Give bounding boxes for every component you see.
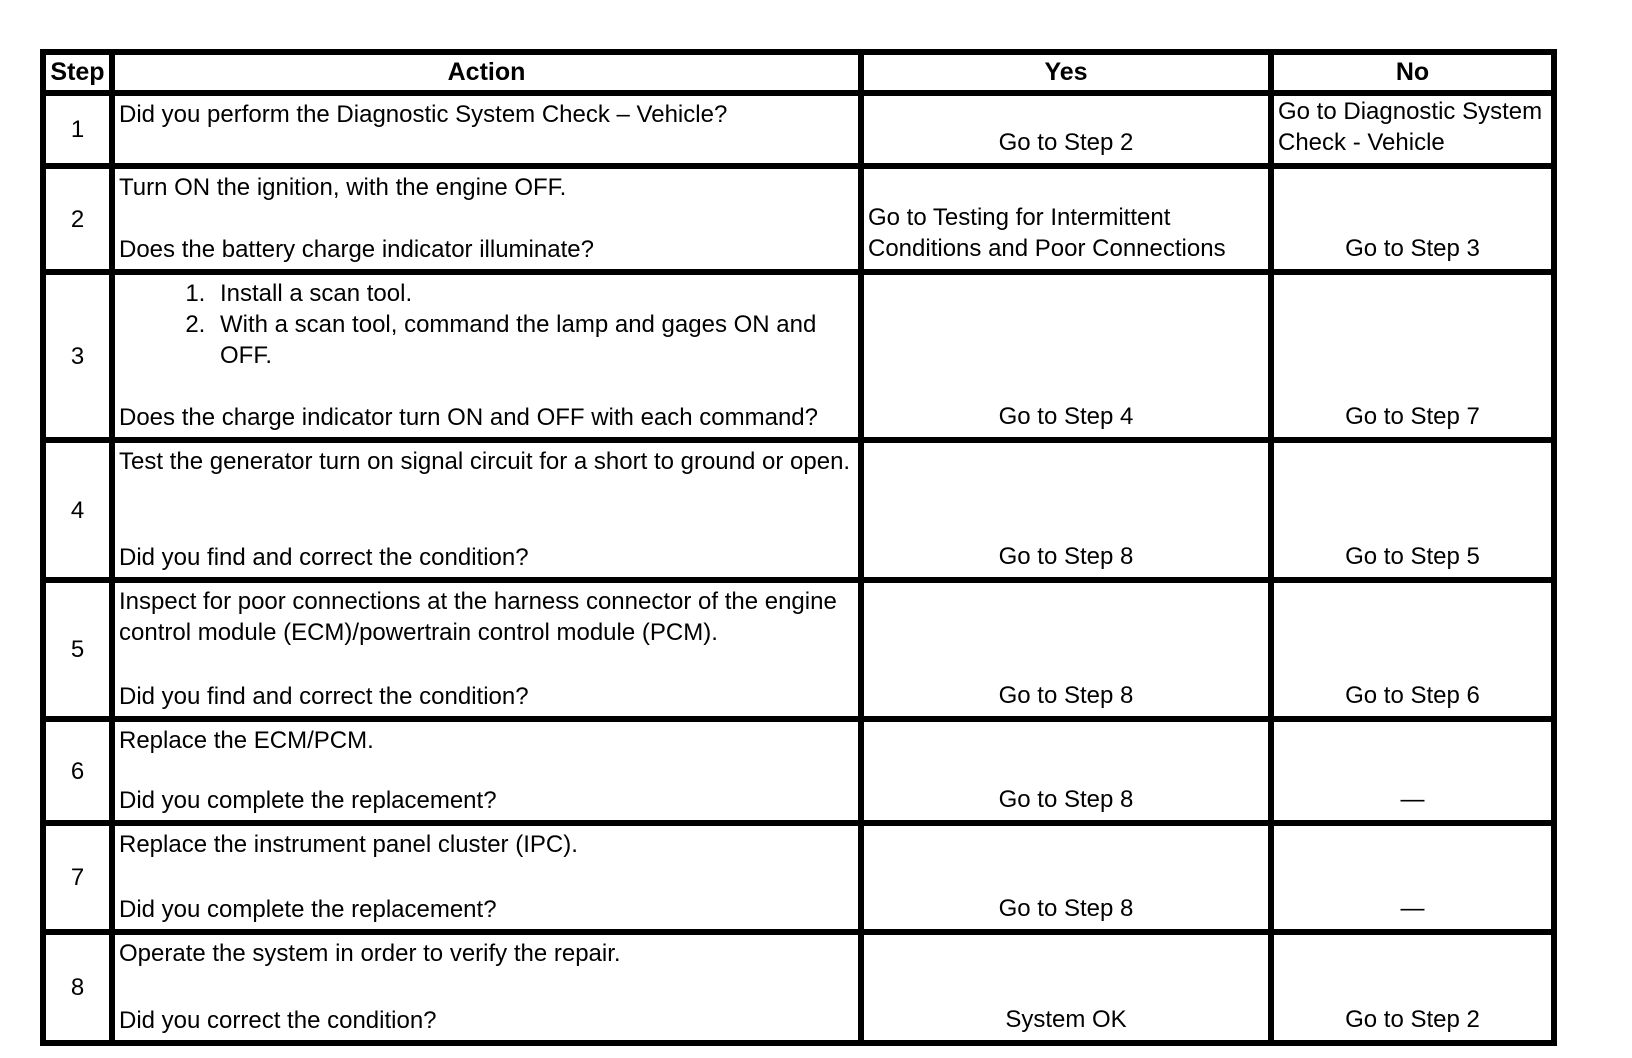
action-cell	[112, 719, 861, 823]
action-text: Replace the ECM/PCM.	[119, 727, 374, 754]
no-cell	[1271, 440, 1554, 580]
table-body	[43, 93, 1554, 1043]
yes-cell	[861, 272, 1271, 440]
action-text: Did you perform the Diagnostic System Check – Vehicle?	[119, 101, 728, 128]
action-content	[119, 446, 852, 573]
action-list-item: 1. Install a scan tool.	[212, 278, 852, 309]
yes-cell-text: Go to Step 2	[998, 129, 1134, 156]
step-cell	[43, 719, 112, 823]
step-number: 2	[70, 205, 85, 233]
action-question: Did you correct the condition?	[119, 1007, 437, 1034]
column-header-yes: Yes	[861, 52, 1271, 93]
yes-cell	[861, 166, 1271, 272]
table-row	[43, 823, 1554, 932]
action-question: Did you find and correct the condition?	[119, 544, 529, 571]
action-question: Did you complete the replacement?	[119, 896, 497, 923]
yes-cell-text: Go to Step 8	[998, 543, 1134, 570]
table-row	[43, 166, 1554, 272]
step-number: 5	[70, 636, 85, 663]
action-top	[119, 99, 852, 130]
action-text: Operate the system in order to verify the repair.	[119, 940, 621, 967]
action-content	[119, 99, 852, 155]
yes-cell-text: Go to Testing for Intermittent Conditions and Poor Connections	[868, 204, 1226, 262]
no-cell	[1271, 166, 1554, 272]
step-cell	[43, 272, 112, 440]
step-cell	[43, 166, 112, 272]
step-number: 8	[70, 974, 85, 1001]
no-cell	[1271, 272, 1554, 440]
diagnostic-table	[40, 49, 1557, 1046]
yes-cell-text: Go to Step 8	[998, 682, 1134, 709]
action-cell	[112, 440, 861, 580]
no-cell-text: Go to Step 5	[1345, 543, 1480, 570]
action-top	[119, 278, 852, 371]
action-top	[119, 725, 852, 756]
action-content	[119, 829, 852, 925]
no-cell	[1271, 93, 1554, 166]
action-cell	[112, 932, 861, 1043]
yes-cell	[861, 580, 1271, 719]
action-top	[119, 829, 852, 860]
action-text: Test the generator turn on signal circuit for a short to ground or open.	[119, 448, 851, 475]
no-cell-text: Go to Step 3	[1345, 235, 1480, 262]
step-cell	[43, 823, 112, 932]
no-cell-text: Go to Step 2	[1345, 1006, 1480, 1033]
action-content	[119, 938, 852, 1036]
table-row	[43, 272, 1554, 440]
action-cell	[112, 93, 861, 166]
no-cell-text: —	[1400, 895, 1425, 922]
step-number: 3	[70, 342, 85, 370]
action-cell	[112, 272, 861, 440]
column-header-action: Action	[112, 52, 861, 93]
yes-cell	[861, 823, 1271, 932]
action-top	[119, 446, 852, 477]
action-question: Does the battery charge indicator illuminate?	[119, 236, 594, 263]
action-top	[119, 586, 852, 648]
action-text: Inspect for poor connections at the harness connector of the engine control module (ECM)/powertrain control module (PCM).	[119, 588, 837, 646]
step-number: 4	[70, 496, 85, 524]
action-content	[119, 172, 852, 265]
yes-cell-text: Go to Step 8	[998, 786, 1134, 813]
header-row	[43, 52, 1554, 93]
column-header-no: No	[1271, 52, 1554, 93]
action-question: Did you complete the replacement?	[119, 787, 497, 814]
yes-cell	[861, 932, 1271, 1043]
action-content	[119, 725, 852, 816]
yes-cell-text: Go to Step 8	[998, 895, 1134, 922]
step-cell	[43, 932, 112, 1043]
yes-cell	[861, 440, 1271, 580]
no-cell-text: Go to Diagnostic System Check - Vehicle	[1278, 98, 1543, 156]
step-cell	[43, 580, 112, 719]
no-cell	[1271, 932, 1554, 1043]
step-number: 6	[70, 757, 85, 785]
yes-cell-text: Go to Step 4	[998, 403, 1134, 430]
table-row	[43, 93, 1554, 166]
no-cell	[1271, 719, 1554, 823]
no-cell-text: Go to Step 7	[1345, 403, 1480, 430]
no-cell-text: Go to Step 6	[1345, 682, 1480, 709]
step-number: 1	[70, 116, 85, 143]
action-content	[119, 278, 852, 433]
action-question: Does the charge indicator turn ON and OFF with each command?	[119, 404, 818, 431]
no-cell	[1271, 823, 1554, 932]
table-row	[43, 719, 1554, 823]
yes-cell	[861, 719, 1271, 823]
action-list	[119, 278, 852, 371]
table-row	[43, 440, 1554, 580]
yes-cell-text: System OK	[1005, 1006, 1127, 1033]
step-number: 7	[70, 864, 85, 891]
column-header-step: Step	[43, 52, 112, 93]
action-top	[119, 172, 852, 203]
step-cell	[43, 93, 112, 166]
action-text: Turn ON the ignition, with the engine OFF.	[119, 174, 567, 201]
action-cell	[112, 823, 861, 932]
action-list-item: 2. With a scan tool, command the lamp and gages ON and OFF.	[212, 309, 852, 371]
table-row	[43, 580, 1554, 719]
yes-cell	[861, 93, 1271, 166]
action-content	[119, 586, 852, 712]
action-question: Did you find and correct the condition?	[119, 683, 529, 710]
step-cell	[43, 440, 112, 580]
table-row	[43, 932, 1554, 1043]
no-cell-text: —	[1400, 786, 1425, 813]
action-top	[119, 938, 852, 969]
action-cell	[112, 166, 861, 272]
no-cell	[1271, 580, 1554, 719]
action-cell	[112, 580, 861, 719]
action-text: Replace the instrument panel cluster (IPC).	[119, 831, 578, 858]
